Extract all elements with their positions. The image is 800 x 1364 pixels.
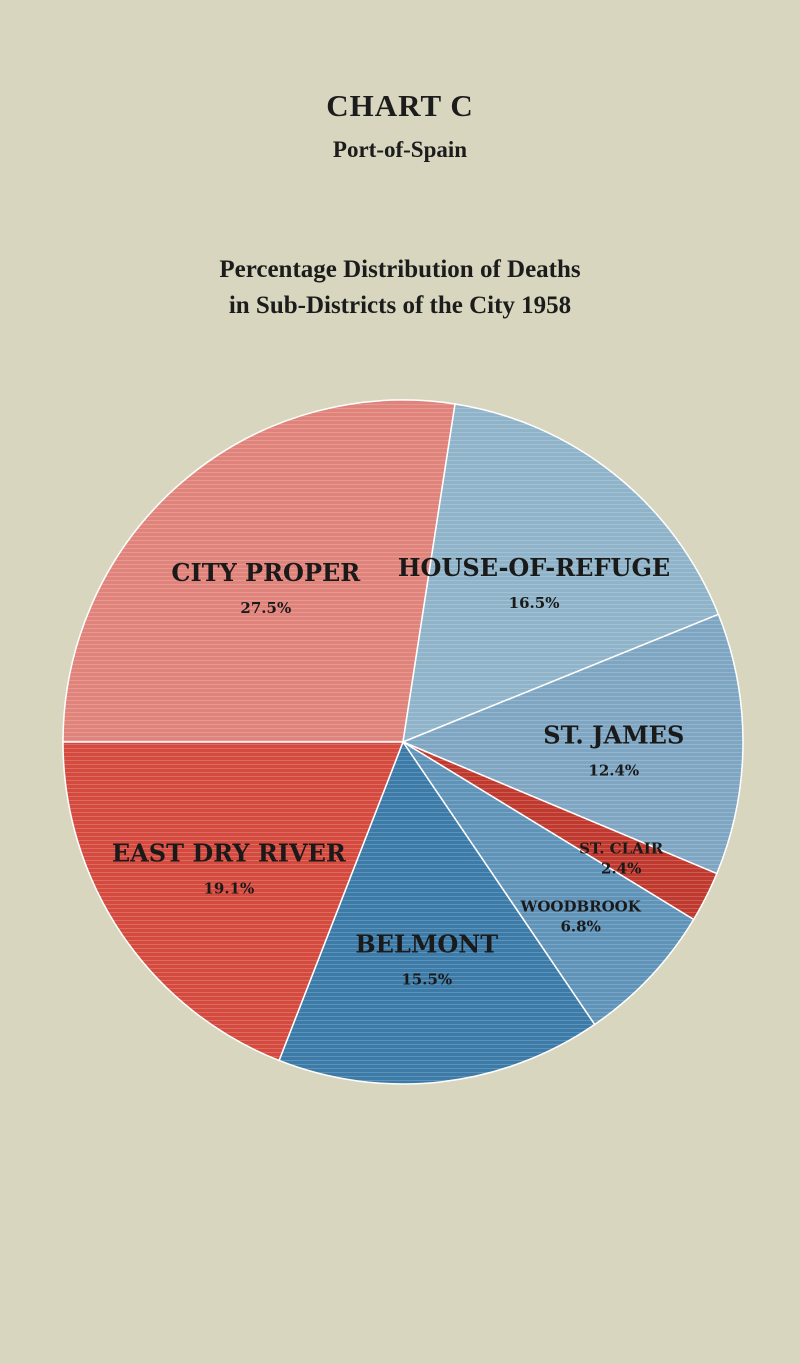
caption-line-2: in Sub-Districts of the City 1958 bbox=[228, 292, 572, 319]
slice-value-woodbrook: 6.8% bbox=[560, 917, 601, 936]
slice-name-east-dry-river: EAST DRY RIVER bbox=[111, 838, 346, 868]
chart-title: CHART C bbox=[326, 88, 474, 123]
slice-value-house-of-refuge: 16.5% bbox=[508, 593, 560, 612]
slice-value-east-dry-river: 19.1% bbox=[203, 879, 255, 898]
slice-value-st-james: 12.4% bbox=[588, 761, 640, 780]
slice-value-st-clair: 2.4% bbox=[601, 859, 642, 878]
slice-name-house-of-refuge: HOUSE-OF-REFUGE bbox=[397, 552, 671, 582]
slice-name-st-james: ST. JAMES bbox=[543, 720, 685, 750]
chart-subtitle: Port-of-Spain bbox=[332, 137, 468, 162]
slice-name-woodbrook: WOODBROOK bbox=[520, 897, 641, 916]
caption-line-1: Percentage Distribution of Deaths bbox=[219, 256, 581, 283]
slice-value-city-proper: 27.5% bbox=[240, 599, 292, 618]
slice-name-city-proper: CITY PROPER bbox=[171, 558, 361, 588]
slice-value-belmont: 15.5% bbox=[401, 970, 453, 989]
slice-name-st-clair: ST. CLAIR bbox=[579, 839, 664, 858]
slice-name-belmont: BELMONT bbox=[355, 929, 499, 959]
